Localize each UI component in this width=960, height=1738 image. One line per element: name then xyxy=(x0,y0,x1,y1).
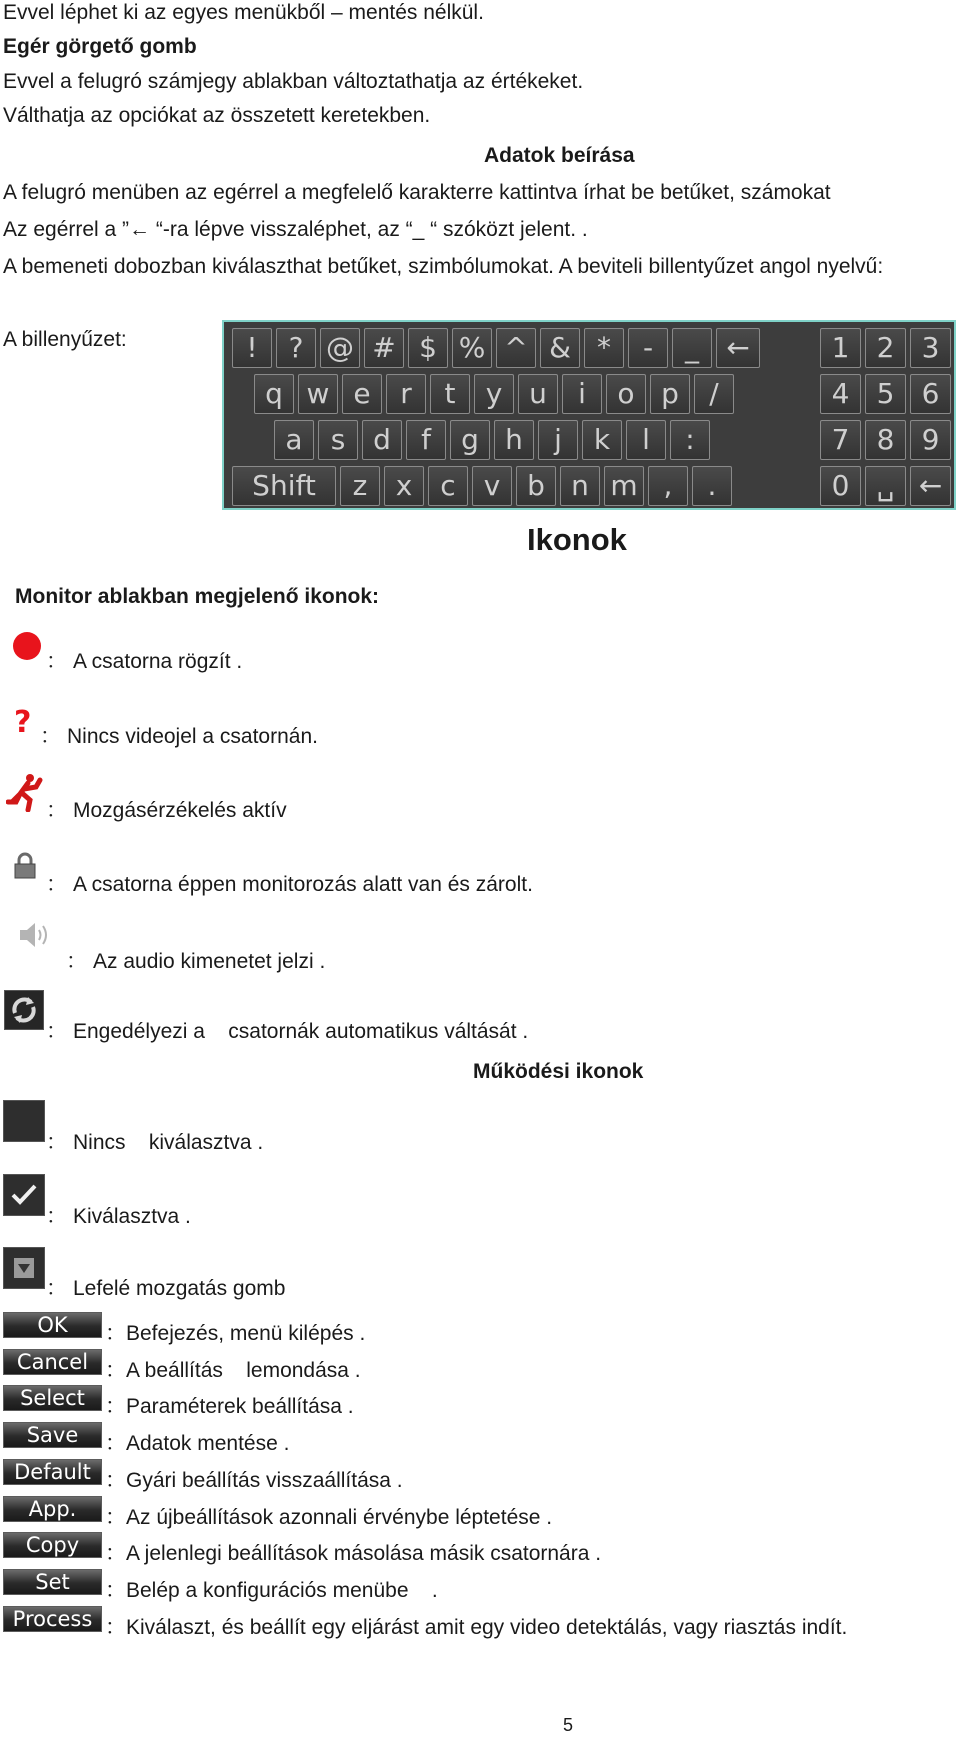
key-row4-4[interactable]: v xyxy=(472,466,512,506)
motion-desc: Mozgásérzékelés aktív xyxy=(73,799,287,822)
key-row1-9[interactable]: - xyxy=(628,328,668,368)
selected-row xyxy=(46,1200,191,1230)
ops-icons-title: Működési ikonok xyxy=(473,1060,644,1083)
intro-line-1: Evvel léphet ki az egyes menükből – mentés nélkül. xyxy=(3,1,484,24)
running-man-icon xyxy=(6,772,46,817)
key-row4-8[interactable]: , xyxy=(648,466,688,506)
separator: ： xyxy=(46,873,67,896)
button-image-app: App. xyxy=(3,1496,102,1522)
button-desc: ：Kiválaszt, és beállít egy eljárást amit egy video detektálás, vagy riasztás indít. xyxy=(105,1615,848,1639)
key-row2-8[interactable]: o xyxy=(606,374,646,414)
key-row2-6[interactable]: u xyxy=(518,374,558,414)
numpad-key-0-1[interactable]: 2 xyxy=(865,328,906,368)
icons-title: Ikonok xyxy=(527,522,627,557)
key-row1-5[interactable]: % xyxy=(452,328,492,368)
key-row4-5[interactable]: b xyxy=(516,466,556,506)
dropdown-arrow-icon xyxy=(3,1247,45,1289)
separator: ： xyxy=(46,1205,67,1228)
lock-desc: A csatorna éppen monitorozás alatt van és zárolt. xyxy=(73,873,533,896)
checkbox-checked-icon xyxy=(3,1174,45,1216)
key-row2-10[interactable]: / xyxy=(694,374,734,414)
lock-row xyxy=(46,868,533,898)
separator: ： xyxy=(46,1131,67,1154)
button-desc: ：Az újbeállítások azonnali érvénybe léptetése . xyxy=(105,1505,553,1529)
numpad-key-0-2[interactable]: 3 xyxy=(910,328,951,368)
numpad-key-1-0[interactable]: 4 xyxy=(820,374,861,414)
separator: ： xyxy=(46,650,67,673)
key-row2-2[interactable]: e xyxy=(342,374,382,414)
keyboard-label: A billenyűzet: xyxy=(3,328,127,351)
no-video-desc: Nincs videojel a csatornán. xyxy=(67,725,318,748)
separator: ： xyxy=(40,725,61,748)
scroll-title: Egér görgető gomb xyxy=(3,35,197,58)
record-row xyxy=(46,645,242,675)
key-row2-1[interactable]: w xyxy=(298,374,338,414)
key-row2-5[interactable]: y xyxy=(474,374,514,414)
down-button-desc: Lefelé mozgatás gomb xyxy=(73,1277,286,1300)
separator: ： xyxy=(46,1277,67,1300)
numpad-key-3-0[interactable]: 0 xyxy=(820,466,861,506)
button-image-select: Select xyxy=(3,1385,102,1411)
key-row1-6[interactable]: ^ xyxy=(496,328,536,368)
numpad-key-1-2[interactable]: 6 xyxy=(910,374,951,414)
button-image-process: Process xyxy=(3,1606,102,1632)
record-desc: A csatorna rögzít . xyxy=(73,650,243,673)
key-row1-10[interactable]: _ xyxy=(672,328,712,368)
key-row4-3[interactable]: c xyxy=(428,466,468,506)
auto-switch-desc: Engedélyezi a csatornák automatikus váltását . xyxy=(73,1020,529,1043)
key-row2-4[interactable]: t xyxy=(430,374,470,414)
key-row3-0[interactable]: a xyxy=(274,420,314,460)
key-row4-7[interactable]: m xyxy=(604,466,644,506)
svg-text:?: ? xyxy=(14,706,32,738)
button-desc: ：Adatok mentése . xyxy=(105,1432,290,1456)
numpad-key-2-2[interactable]: 9 xyxy=(910,420,951,460)
key-row3-8[interactable]: l xyxy=(626,420,666,460)
virtual-keyboard xyxy=(222,320,956,510)
separator: ： xyxy=(46,799,67,822)
key-row4-0[interactable]: Shift xyxy=(232,466,336,506)
not-selected-desc: Nincs kiválasztva . xyxy=(73,1131,264,1154)
key-row1-11[interactable]: ← xyxy=(716,328,760,368)
key-row3-9[interactable]: : xyxy=(670,420,710,460)
motion-row xyxy=(46,794,287,824)
key-row4-1[interactable]: z xyxy=(340,466,380,506)
button-desc: ：Gyári beállítás visszaállítása . xyxy=(105,1468,403,1492)
data-entry-line-3: A bemeneti dobozban kiválaszthat betűket, szimbólumokat. A beviteli billentyűzet angol nyelvű: xyxy=(3,255,884,278)
button-image-cancel: Cancel xyxy=(3,1349,102,1375)
numpad-key-3-2[interactable]: ← xyxy=(910,466,951,506)
key-row1-2[interactable]: @ xyxy=(320,328,360,368)
selected-desc: Kiválasztva . xyxy=(73,1205,191,1228)
no-video-row xyxy=(40,720,318,750)
question-mark-icon xyxy=(12,706,34,743)
monitor-icons-heading: Monitor ablakban megjelenő ikonok: xyxy=(15,585,380,608)
key-row1-8[interactable]: * xyxy=(584,328,624,368)
key-row1-4[interactable]: $ xyxy=(408,328,448,368)
intro-line-3: Evvel a felugró számjegy ablakban változtathatja az értékeket. xyxy=(3,70,584,93)
key-row3-4[interactable]: g xyxy=(450,420,490,460)
key-row2-0[interactable]: q xyxy=(254,374,294,414)
data-entry-title: Adatok beírása xyxy=(484,144,635,167)
button-image-set: Set xyxy=(3,1569,102,1595)
down-button-row xyxy=(46,1272,285,1302)
audio-row xyxy=(66,945,325,975)
record-dot-icon xyxy=(13,632,41,660)
key-row2-7[interactable]: i xyxy=(562,374,602,414)
key-row4-9[interactable]: . xyxy=(692,466,732,506)
key-row3-3[interactable]: f xyxy=(406,420,446,460)
key-row4-6[interactable]: n xyxy=(560,466,600,506)
data-entry-line-1: A felugró menüben az egérrel a megfelelő karakterre kattintva írhat be betűket, számokat xyxy=(3,181,831,204)
button-image-ok: OK xyxy=(3,1312,102,1338)
numpad-key-0-0[interactable]: 1 xyxy=(820,328,861,368)
key-row1-3[interactable]: # xyxy=(364,328,404,368)
key-row2-3[interactable]: r xyxy=(386,374,426,414)
intro-line-4: Válthatja az opciókat az összetett keretekben. xyxy=(3,104,431,127)
button-desc: ：Belép a konfigurációs menübe . xyxy=(105,1578,438,1602)
button-desc: ：Befejezés, menü kilépés . xyxy=(105,1322,366,1345)
data-entry-line-2: Az egérrel a ”← “-ra lépve visszaléphet, az “_ “ szóközt jelent. . xyxy=(3,218,588,241)
key-row1-7[interactable]: & xyxy=(540,328,580,368)
button-image-copy: Copy xyxy=(3,1532,102,1558)
speaker-icon xyxy=(18,920,54,955)
key-row3-5[interactable]: h xyxy=(494,420,534,460)
separator: ： xyxy=(66,950,87,973)
button-image-save: Save xyxy=(3,1422,102,1448)
separator: ： xyxy=(46,1020,67,1043)
audio-desc: Az audio kimenetet jelzi . xyxy=(93,950,326,973)
auto-switch-row xyxy=(46,1015,528,1045)
page-number: 5 xyxy=(563,1715,574,1735)
numpad-key-3-1[interactable]: ␣ xyxy=(865,466,906,506)
button-image-default: Default xyxy=(3,1459,102,1485)
key-row2-9[interactable]: p xyxy=(650,374,690,414)
button-desc: ：A beállítás lemondása . xyxy=(105,1358,361,1382)
button-desc: ：A jelenlegi beállítások másolása másik csatornára . xyxy=(105,1542,602,1566)
key-row3-2[interactable]: d xyxy=(362,420,402,460)
auto-switch-icon xyxy=(4,990,44,1030)
key-row1-1[interactable]: ? xyxy=(276,328,316,368)
key-row1-0[interactable]: ! xyxy=(232,328,272,368)
numpad-key-2-0[interactable]: 7 xyxy=(820,420,861,460)
button-desc: ：Paraméterek beállítása . xyxy=(105,1395,354,1419)
key-row3-1[interactable]: s xyxy=(318,420,358,460)
key-row3-6[interactable]: j xyxy=(538,420,578,460)
numpad-key-1-1[interactable]: 5 xyxy=(865,374,906,414)
lock-icon xyxy=(13,852,37,885)
checkbox-empty-icon xyxy=(3,1100,45,1142)
not-selected-row xyxy=(46,1126,263,1156)
numpad-key-2-1[interactable]: 8 xyxy=(865,420,906,460)
key-row3-7[interactable]: k xyxy=(582,420,622,460)
key-row4-2[interactable]: x xyxy=(384,466,424,506)
